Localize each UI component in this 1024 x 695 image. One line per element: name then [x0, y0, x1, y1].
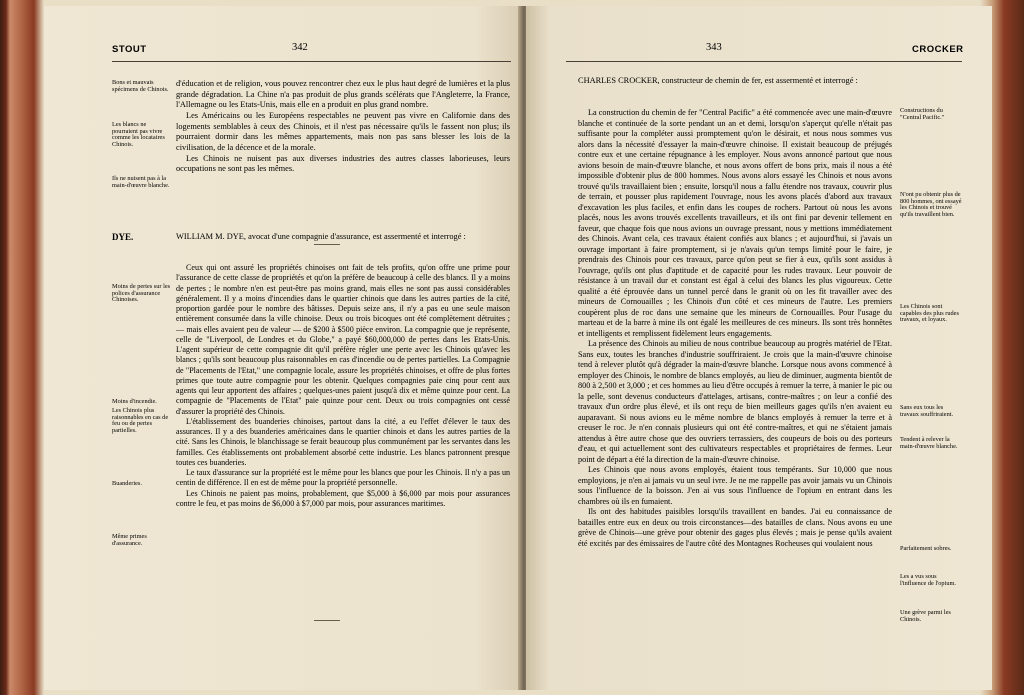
- right-margin-note: Sans eux tous les travaux souffriraient.: [900, 404, 954, 418]
- paragraph: Ils ont des habitudes paisibles lorsqu'ils travaillent en bandes. J'ai eu connaissance de batailles entre eux en deux ou trois circonstances—des batailles de clans. Nous avons eu une grève de Chinois—une grève pour obtenir des gages plus élevés ; mais je pense qu'ils avaient été excités par des émissaires de l'autre côté des Montagnes Rocheuses qui voulaient nous: [578, 507, 892, 548]
- right-page-number: 343: [706, 42, 722, 53]
- right-witness-intro: [578, 76, 892, 87]
- right-margin-note: Les a vus sous l'influence de l'opium.: [900, 573, 956, 587]
- right-margin-note: N'ont pu obtenir plus de 800 hommes, ont essayé les Chinois et trouvé qu'ils travaillent bien.: [900, 191, 962, 218]
- left-margin-note: Même primes d'assurance.: [112, 533, 147, 547]
- left-margin-note: Les blancs ne pourraient pas vivre comme les locataires Chinois.: [112, 121, 165, 148]
- left-margin-note: Buanderies.: [112, 480, 142, 487]
- left-header-rule: [112, 61, 511, 62]
- left-body-top: [176, 79, 510, 175]
- paragraph: L'établissement des buanderies chinoises, partout dans la cité, a eu l'effet d'élever le taux des assurances. Il y a des buanderies américaines dans le quartier chinois et dans les autres parties de la cité. Sans les Chinois, le blanchissage se ferait beaucoup plus communément par les servantes dans les familles. Ces établissements ont probablement absorbé cette industrie. Les blancs patronnent presque toutes ces buanderies.: [176, 416, 510, 467]
- right-margin-note: Parfaitement sobres.: [900, 545, 952, 552]
- left-margin-note: Ils ne nuisent pas à la main-d'œuvre blanche.: [112, 175, 170, 189]
- paragraph: Les Américains ou les Européens respectables ne peuvent pas vivre en Californie dans des logements semblables à ceux des Chinois, et il n'est pas nécessaire qu'ils le fassent non plus; ils pourraient dormir dans les mêmes appartements, mais non pas sans blesser les lois de la civilisation, de la décence et de la morale.: [176, 110, 510, 152]
- right-margin-note: Une grève parmi les Chinois.: [900, 609, 951, 623]
- right-header-rule: [566, 61, 962, 62]
- paragraph: La présence des Chinois au milieu de nous contribue beaucoup au progrès matériel de l'Etat. Sans eux, toutes les branches d'industrie souffriraient. Je crois que la main-d'œuvre chinoise tend à relever plutôt qu'à dégrader la main-d'œuvre blanche. Lorsque nous avons commencé à employer des Chinois, le nombre de blancs employés, au lieu de diminuer, augmenta bientôt de 800 à 2,500 et 3,000 ; et ces hommes au lieu d'être occupés à remuer la terre, à manier le pic ou la pelle, sont devenus conducteurs d'attelages, artisans, contre-maîtres ; on leur a confié des travaux d'un ordre plus élevé, et ils ont reçu de bien meilleurs gages qu'ils n'en avaient eu auparavant. Si nous avions eu le même nombre de blancs employés à remuer la terre et à creuser le roc. Je n'en connais plusieurs qui ont été contre-maîtres, et qui ne s'étaient jamais attendus à être autre chose que des ouvriers terrassiers, des coupeurs de bois ou des porteurs d'eau, et qui actuellement sont des cultivateurs respectables et propriétaires de fermes. Leur point de départ a été la direction de la main-d'œuvre chinoise.: [578, 339, 892, 464]
- left-running-header: STOUT: [112, 44, 147, 55]
- paragraph: Les Chinois ne paient pas moins, probablement, que $5,000 à $6,000 par mois pour assurances contre le feu, et pas moins de $6,000 à $7,000 par mois, pour assurances maritimes.: [176, 488, 510, 508]
- section-separator: [314, 244, 340, 245]
- left-margin-note: Moins d'incendie.: [112, 398, 157, 405]
- paragraph: La construction du chemin de fer "Central Pacific" a été commencée avec une main-d'œuvre blanche et continuée de la sorte pendant un an et demi, lorsqu'on s'aperçut qu'elle n'était pas suffisante pour la compléter aussi promptement qu'on le désirait, et nous nous sommes vus alors dans la nécessité d'essayer la main-d'œuvre chinoise. Il existait beaucoup de préjugés contre eux et une certaine répugnance à les employer. Nous avons annoncé partout que nous avions besoin de main-d'œuvre blanche, et nous avons offert de bons prix, mais il nous a été impossible d'obtenir plus de 800 hommes. Nous avons alors essayé les Chinois et nous avons trouvé qu'ils travaillaient bien ; ensuite, lorsqu'il nous a fallu étendre nos travaux, couvrir plus de terrain, et pousser plus rapidement l'ouvrage, nous les avons placés d'abord aux travaux d'excavation les plus faciles, et enfin dans les coupes de rochers. Partout où nous les avons placés, nous les avons trouvés excellents travailleurs, et ils ont fini par devenir tellement en faveur, que chaque fois que nous avions un ouvrage pressant, nous y mettions immédiatement des Chinois. Avant cela, ces travaux étaient confiés aux blancs ; et aujourd'hui, si j'avais un ouvrage important à faire promptement, si je n'avais qu'un temps limité pour le faire, je prendrais des Chinois pour ces travaux, parce qu'on peut se fier à eux, qu'ils sont assidus à l'ouvrage, qu'ils ont plus d'aptitude et de capacité pour les rudes travaux. Leur pouvoir de résistance à un travail dur et constant est égal à celui des blancs les plus vigoureux. Cette qualité a été éprouvée dans un tunnel percé dans le granit où on les fit travailler avec des mineurs de Cornouailles ; les Chinois d'un côté et ces mineurs de l'autre. Les premiers coupèrent plus de roc dans une semaine que les mineurs de Cornouailles. Pour l'usage du marteau et de la barre à mine ils ont égalé les meilleures de ces mineurs. Ils sont très honnêtes et intelligents et remplissent fidèlement leurs engagements.: [578, 108, 892, 338]
- witness-label: DYE.: [112, 232, 134, 242]
- paragraph: Le taux d'assurance sur la propriété est le même pour les blancs que pour les Chinois. Il n'y a pas un centin de différence. Il en est de même pour la propriété personnelle.: [176, 468, 510, 488]
- right-margin-note: Constructions du "Central Pacific.": [900, 107, 945, 121]
- left-body-bottom: [176, 263, 510, 509]
- witness-intro: [176, 232, 510, 243]
- right-running-header: CROCKER: [912, 44, 964, 55]
- left-margin-note: Les Chinois plus raisonnables en cas de feu ou de pertes partielles.: [112, 407, 169, 434]
- witness-intro-text: WILLIAM M. DYE, avocat d'une compagnie d'assurance, est assermenté et interrogé :: [176, 232, 466, 241]
- left-page-number: 342: [292, 42, 308, 53]
- right-margin-note: Les Chinois sont capables des plus rudes travaux, et loyaux.: [900, 303, 959, 324]
- paragraph: d'éducation et de religion, vous pouvez rencontrer chez eux le plus haut degré de lumières et la plus grande dégradation. La Chine n'a pas produit de plus grands scélérats que l'Angleterre, la France, l'Allemagne ou les Etats-Unis, mais elle en a produit en plus grand nombre.: [176, 79, 510, 110]
- paragraph: Ceux qui ont assuré les propriétés chinoises ont fait de tels profits, qu'on offre une prime pour l'assurance de cette classe de propriétés et qu'on la préfère de beaucoup à celle des blancs. Il y a moins de pertes ; le nombre n'en est peut-être pas moins grand, mais elles ne sont pas aussi considérables généralement. Il y a moins d'incendies dans le quartier chinois que dans les autres parties de la cité, proportion gardée pour le nombre des bâtisses. Depuis seize ans, il n'y a pas eu une seule maison entièrement consumée dans la ville chinoise. Deux ou trois bicoques ont été complètement détruites ; — mais elles avaient peu de valeur — de $200 à $500 pièce environ. La compagnie que je représente, celle de "Liverpool, de Londres et du Globe," a payé $60,000,000 de pertes dans les Etats-Unis. L'agent supérieur de cette compagnie dit qu'il préfère régler une perte avec les Chinois qu'avec les blancs ; qu'ils sont beaucoup plus raisonnables en cas d'incendie ou de pertes partielles. La Compagnie de "Placements de l'Etat," une compagnie locale, assure les propriétés chinoises, et offre de plus fortes primes que toute autre compagnie pour les obtenir. Quelques compagnies paie cinq pour cent aux agents qui leur apportent des affaires ; quelques-unes paient jusqu'à dix et même quinze pour cent. La compagnie de "Placements de l'Etat" paie quinze pour cent. Deux ou trois compagnies ont cessé d'assurer la propriété des Chinois.: [176, 263, 510, 416]
- paragraph: Les Chinois ne nuisent pas aux diverses industries des autres classes laborieuses, leurs occupations ne sont pas les mêmes.: [176, 153, 510, 174]
- section-separator: [314, 620, 340, 621]
- left-margin-note: Moins de pertes sur les polices d'assurance Chinoises.: [112, 283, 171, 304]
- left-margin-note: Bons et mauvais spécimens de Chinois.: [112, 79, 169, 93]
- right-margin-note: Tendent à relever la main-d'œuvre blanche.: [900, 436, 958, 450]
- right-body: [578, 108, 892, 549]
- paragraph: Les Chinois que nous avons employés, étaient tous tempérants. Sur 10,000 que nous employions, je n'en ai jamais vu un seul ivre. Je ne me rappelle pas avoir jamais vu un Chinois sous l'influence de la boisson. J'en ai vus sous l'influence de l'opium en entrant dans les chambres où ils en fumaient.: [578, 465, 892, 506]
- witness-intro-text: CHARLES CROCKER, constructeur de chemin de fer, est assermenté et interrogé :: [578, 76, 858, 85]
